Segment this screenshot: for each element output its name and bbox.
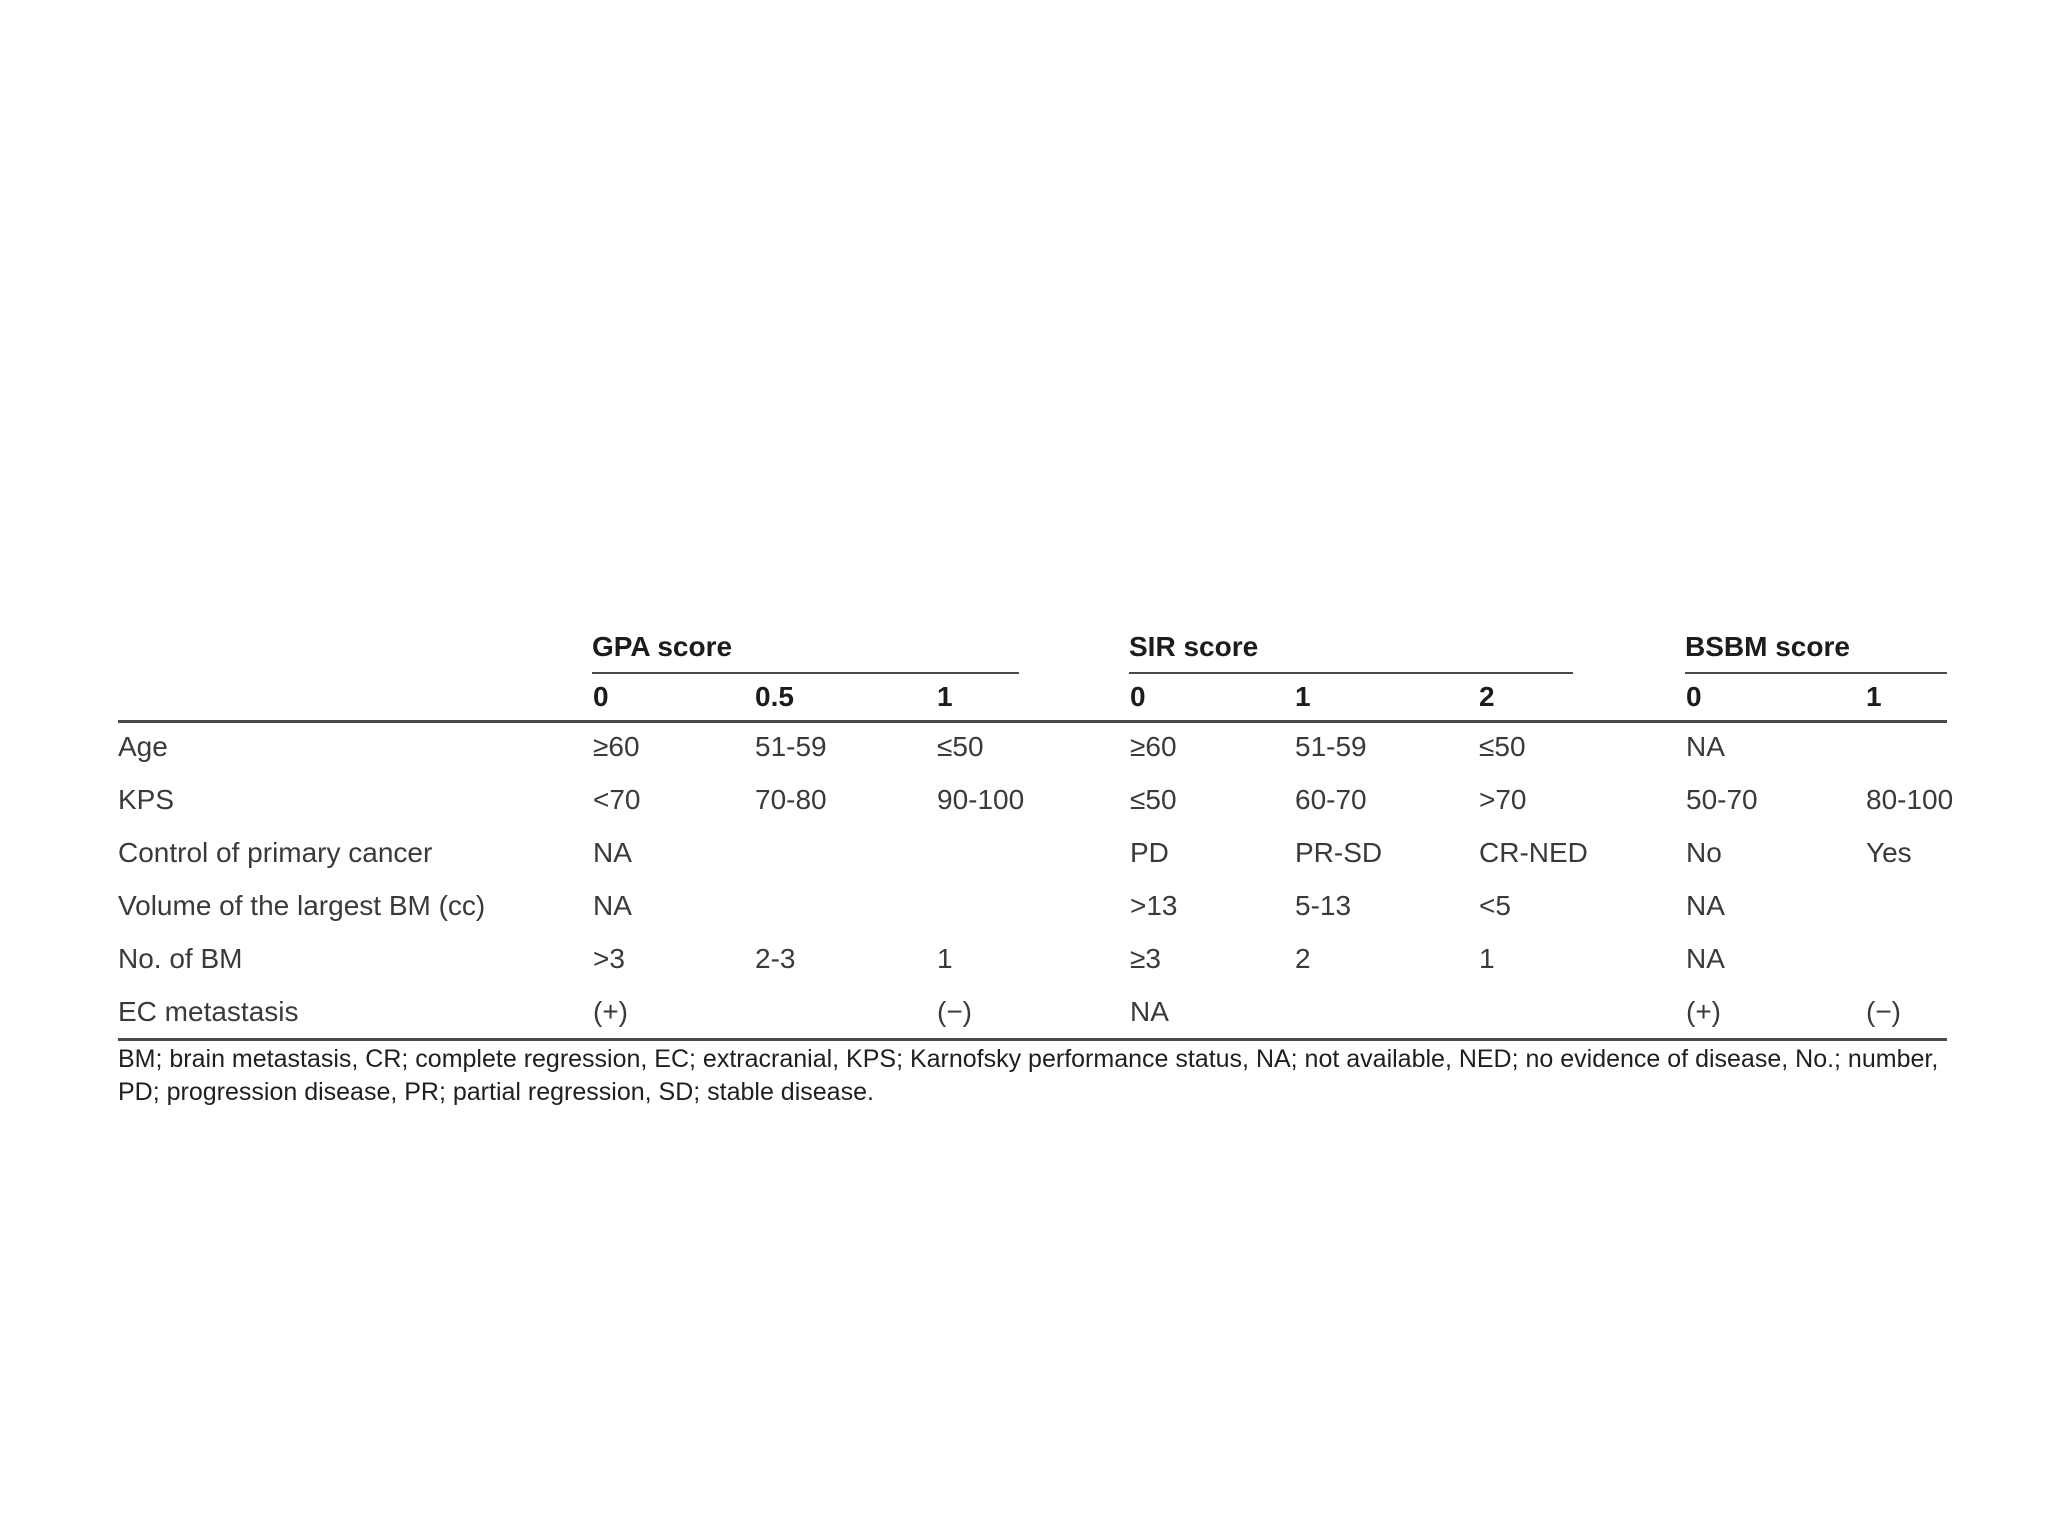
table-cell: >3 xyxy=(593,943,625,974)
table-cell: 2 xyxy=(1295,943,1311,974)
table-cell: 1 xyxy=(937,943,953,974)
table-cell: <70 xyxy=(593,784,641,815)
table-cell: CR-NED xyxy=(1479,837,1588,868)
table-cell: (−) xyxy=(1866,996,1901,1027)
table-cell: NA xyxy=(1686,890,1725,921)
gpa-subheader: 1 xyxy=(937,681,953,712)
gpa-score-header: GPA score xyxy=(592,631,733,662)
table-cell: ≤50 xyxy=(1130,784,1177,815)
table-cell: 60-70 xyxy=(1295,784,1367,815)
table-cell: ≥3 xyxy=(1130,943,1161,974)
table-cell: 1 xyxy=(1479,943,1495,974)
table-cell: No xyxy=(1686,837,1722,868)
row-label-ec-metastasis: EC metastasis xyxy=(118,996,299,1027)
bsbm-subheader: 0 xyxy=(1686,681,1702,712)
table-cell: 50-70 xyxy=(1686,784,1758,815)
table-cell: 2-3 xyxy=(755,943,796,974)
table-cell: <5 xyxy=(1479,890,1511,921)
table-cell: 5-13 xyxy=(1295,890,1352,921)
sir-subheader: 1 xyxy=(1295,681,1311,712)
table-cell: 80-100 xyxy=(1866,784,1954,815)
footnote-line: BM; brain metastasis, CR; complete regression, EC; extracranial, KPS; Karnofsky performance status, NA; not available, NED; no evidence of disease, No.; number, xyxy=(118,1045,1939,1073)
header-rule xyxy=(118,720,1947,723)
table-cell: (+) xyxy=(593,996,628,1027)
table-cell: 51-59 xyxy=(755,731,827,762)
row-label-kps: KPS xyxy=(118,784,175,815)
table-cell: 70-80 xyxy=(755,784,827,815)
table-cell: ≤50 xyxy=(1479,731,1526,762)
table-cell: 51-59 xyxy=(1295,731,1367,762)
table-cell: ≤50 xyxy=(937,731,984,762)
gpa-subheader: 0.5 xyxy=(755,681,794,712)
table-cell: PD xyxy=(1130,837,1169,868)
sir-subheader: 0 xyxy=(1130,681,1146,712)
table-cell: 90-100 xyxy=(937,784,1025,815)
row-label-volume: Volume of the largest BM (cc) xyxy=(118,890,486,921)
row-label-age: Age xyxy=(118,731,168,762)
table-cell: NA xyxy=(1130,996,1169,1027)
row-label-no-bm: No. of BM xyxy=(118,943,243,974)
sir-score-header: SIR score xyxy=(1129,631,1259,662)
bsbm-score-header: BSBM score xyxy=(1685,631,1850,662)
table-cell: >13 xyxy=(1130,890,1178,921)
footnote-line: PD; progression disease, PR; partial regression, SD; stable disease. xyxy=(118,1078,874,1106)
table-cell: Yes xyxy=(1866,837,1912,868)
table-bottom-rule xyxy=(118,1038,1947,1041)
table-cell: NA xyxy=(1686,943,1725,974)
sir-subheader: 2 xyxy=(1479,681,1495,712)
table-cell: >70 xyxy=(1479,784,1527,815)
table-cell: (+) xyxy=(1686,996,1721,1027)
table-cell: NA xyxy=(1686,731,1725,762)
sir-group-rule xyxy=(1129,672,1573,674)
table-cell: ≥60 xyxy=(1130,731,1177,762)
table-cell: PR-SD xyxy=(1295,837,1383,868)
table-cell: ≥60 xyxy=(593,731,640,762)
gpa-subheader: 0 xyxy=(593,681,609,712)
gpa-group-rule xyxy=(592,672,1019,674)
table-footnote xyxy=(118,1043,1958,1109)
table-cell: NA xyxy=(593,837,632,868)
table-cell: NA xyxy=(593,890,632,921)
bsbm-group-rule xyxy=(1685,672,1947,674)
bsbm-subheader: 1 xyxy=(1866,681,1882,712)
row-label-control-primary: Control of primary cancer xyxy=(118,837,433,868)
table-cell: (−) xyxy=(937,996,972,1027)
